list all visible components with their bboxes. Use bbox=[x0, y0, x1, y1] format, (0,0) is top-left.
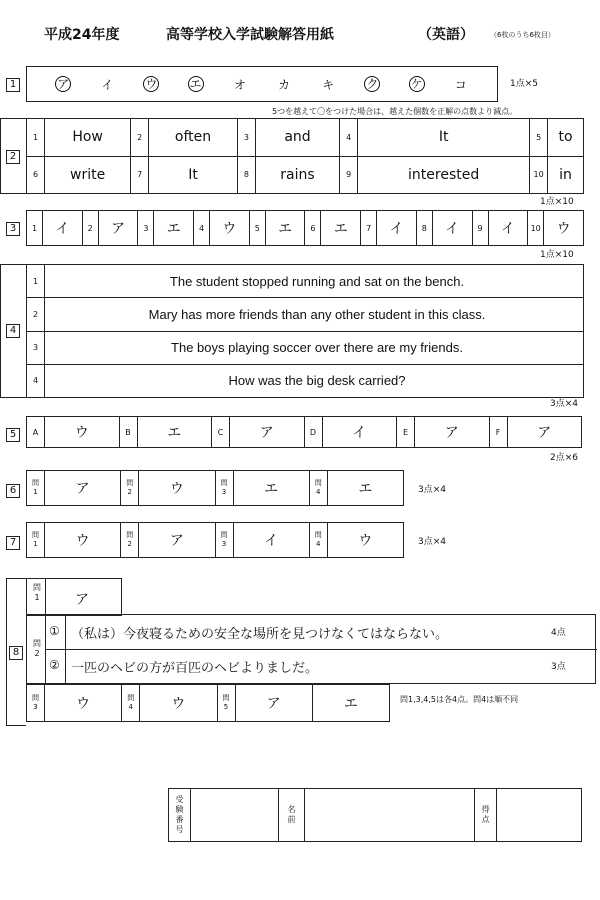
section-3-answer[interactable]: ウ bbox=[210, 211, 250, 246]
q-num: 3 bbox=[221, 540, 227, 548]
section-8-item-number bbox=[122, 685, 140, 722]
score-field[interactable] bbox=[497, 789, 582, 842]
section-3-label: 3 bbox=[6, 222, 20, 236]
q-num: 3 bbox=[221, 488, 227, 496]
section-1-choice[interactable]: コ bbox=[454, 77, 467, 92]
section-3-item-number: 9 bbox=[472, 211, 488, 246]
section-7-table bbox=[26, 522, 404, 558]
section-8-item-number bbox=[217, 685, 235, 722]
section-4-row bbox=[27, 331, 584, 364]
section-1-box bbox=[26, 66, 498, 102]
section-5-item-number: D bbox=[304, 417, 322, 448]
section-1-choice[interactable]: エ bbox=[189, 77, 202, 91]
section-5-answer[interactable]: エ bbox=[137, 417, 212, 448]
section-1-choice[interactable]: イ bbox=[101, 77, 114, 92]
header-year: 平成24年度 bbox=[44, 27, 120, 43]
section-2-item-number: 5 bbox=[530, 119, 548, 157]
section-2-item-number: 3 bbox=[237, 119, 255, 157]
section-7-item-number bbox=[27, 523, 45, 558]
section-8-q2-2-answer: 一匹のヘビの方が百匹のヘビよりましだ。 bbox=[71, 661, 319, 676]
section-2-item-number: 4 bbox=[340, 119, 358, 157]
section-2-table bbox=[26, 118, 584, 194]
section-6-answer[interactable]: エ bbox=[233, 471, 309, 506]
section-5-points: 2点×6 bbox=[550, 453, 578, 463]
q-num: 1 bbox=[33, 488, 38, 496]
section-2-row bbox=[27, 119, 584, 157]
section-1-choice[interactable]: カ bbox=[278, 77, 291, 92]
section-3-item-number: 10 bbox=[528, 211, 544, 246]
section-2-answer[interactable]: How bbox=[45, 119, 131, 157]
section-5-row bbox=[27, 417, 582, 448]
section-2-answer[interactable]: interested bbox=[358, 156, 530, 194]
section-3-item-number: 5 bbox=[249, 211, 265, 246]
q-mark: 問 bbox=[220, 531, 228, 539]
divider bbox=[45, 579, 46, 615]
exam-number-field[interactable] bbox=[191, 789, 279, 842]
header-page-info: （6枚のうち6枚目） bbox=[490, 31, 555, 39]
section-8-answer[interactable]: エ bbox=[312, 685, 389, 722]
section-8-label: 8 bbox=[9, 646, 23, 660]
section-8-item-number bbox=[27, 685, 45, 722]
section-4-answer[interactable]: Mary has more friends than any other student in this class. bbox=[45, 298, 584, 331]
q-mark: 問 bbox=[126, 479, 134, 487]
q-mark: 問 bbox=[222, 694, 230, 702]
section-5-label: 5 bbox=[6, 428, 20, 442]
q-mark: 問 bbox=[32, 694, 39, 702]
section-3-answer[interactable]: エ bbox=[154, 211, 194, 246]
section-4-item-number: 4 bbox=[27, 364, 45, 397]
section-1-choice[interactable]: キ bbox=[322, 77, 335, 92]
section-8-answer[interactable]: ウ bbox=[45, 685, 122, 722]
section-1-choices bbox=[27, 67, 497, 101]
section-8-rest-table bbox=[26, 684, 390, 722]
section-8-answer[interactable]: ア bbox=[235, 685, 312, 722]
section-2-item-number: 10 bbox=[530, 156, 548, 194]
section-3-answer[interactable]: イ bbox=[43, 211, 83, 246]
section-2-item-number: 7 bbox=[131, 156, 149, 194]
section-5-answer[interactable]: ア bbox=[415, 417, 490, 448]
section-6-points: 3点×4 bbox=[418, 485, 446, 495]
section-3-answer[interactable]: イ bbox=[488, 211, 528, 246]
section-8-q2-1-mark: ① bbox=[49, 624, 60, 638]
footer-table bbox=[168, 788, 582, 842]
section-4-item-number: 3 bbox=[27, 331, 45, 364]
section-3-answer[interactable]: イ bbox=[377, 211, 417, 246]
section-2-row bbox=[27, 156, 584, 194]
header-subject: （英語） bbox=[418, 27, 474, 43]
section-3-answer[interactable]: エ bbox=[265, 211, 305, 246]
section-2-outer bbox=[0, 118, 26, 194]
q-mark: 問 bbox=[33, 583, 41, 592]
q-mark: 問 bbox=[220, 479, 228, 487]
section-5-answer[interactable]: ア bbox=[507, 417, 582, 448]
section-7-row bbox=[27, 523, 404, 558]
name-label bbox=[279, 789, 305, 842]
section-7-item-number bbox=[121, 523, 139, 558]
section-8-q2-number bbox=[29, 639, 45, 659]
q-num: 4 bbox=[316, 488, 321, 496]
q-mark: 問 bbox=[32, 531, 39, 539]
section-8-row bbox=[27, 685, 390, 722]
section-1-choice[interactable]: ア bbox=[57, 77, 70, 91]
section-8-q2-1-points: 4点 bbox=[551, 628, 566, 638]
section-5-table bbox=[26, 416, 582, 448]
section-8-q2-box bbox=[26, 614, 596, 684]
section-5-item-number: B bbox=[119, 417, 137, 448]
section-5-answer[interactable]: イ bbox=[322, 417, 397, 448]
section-1-choice[interactable]: オ bbox=[233, 77, 246, 92]
section-5-answer[interactable]: ア bbox=[230, 417, 305, 448]
section-2-item-number: 6 bbox=[27, 156, 45, 194]
section-4-points: 3点×4 bbox=[550, 399, 578, 409]
section-3-table bbox=[26, 210, 584, 246]
section-7-answer[interactable]: ウ bbox=[45, 523, 121, 558]
section-6-label: 6 bbox=[6, 484, 20, 498]
section-3-item-number: 7 bbox=[361, 211, 377, 246]
q-num: 2 bbox=[127, 540, 132, 548]
section-6-answer[interactable]: ア bbox=[45, 471, 121, 506]
q-num: 2 bbox=[34, 649, 40, 658]
section-7-answer[interactable]: ア bbox=[139, 523, 215, 558]
exam-number-label bbox=[169, 789, 191, 842]
section-3-item-number: 4 bbox=[194, 211, 210, 246]
section-2-answer[interactable]: rains bbox=[255, 156, 339, 194]
section-3-answer[interactable]: ウ bbox=[544, 211, 584, 246]
section-5-item-number: C bbox=[212, 417, 230, 448]
score-text: 得 点 bbox=[481, 805, 490, 824]
section-6-item-number bbox=[27, 471, 45, 506]
section-7-points: 3点×4 bbox=[418, 537, 446, 547]
q-mark: 問 bbox=[126, 531, 134, 539]
section-8-points: 問1,3,4,5は各4点。問4は順不同 bbox=[400, 695, 519, 704]
q-num: 1 bbox=[33, 540, 38, 548]
section-2-item-number: 9 bbox=[340, 156, 358, 194]
section-3-answer[interactable]: イ bbox=[432, 211, 472, 246]
section-1-note: 5つを越えて〇をつけた場合は、越えた個数を正解の点数より減点。 bbox=[272, 107, 518, 116]
q-mark: 問 bbox=[33, 639, 41, 648]
q-num: 5 bbox=[223, 703, 229, 711]
q-mark: 問 bbox=[314, 479, 322, 487]
q-num: 3 bbox=[33, 703, 38, 711]
section-2-item-number: 1 bbox=[27, 119, 45, 157]
section-8-q1-box bbox=[26, 578, 122, 616]
q-num: 1 bbox=[34, 593, 40, 602]
section-2-points: 1点×10 bbox=[540, 197, 574, 207]
section-8-q1-answer: ア bbox=[75, 592, 89, 608]
q-num: 2 bbox=[127, 488, 132, 496]
section-2-answer[interactable]: in bbox=[548, 156, 584, 194]
section-1-choice[interactable]: ケ bbox=[410, 77, 423, 91]
section-3-answer[interactable]: ア bbox=[98, 211, 138, 246]
section-6-item-number bbox=[215, 471, 233, 506]
section-2-answer[interactable]: often bbox=[149, 119, 238, 157]
q-num: 4 bbox=[316, 540, 321, 548]
section-5-item-number: E bbox=[397, 417, 415, 448]
section-6-answer[interactable]: エ bbox=[327, 471, 403, 506]
section-2-answer[interactable]: and bbox=[255, 119, 339, 157]
section-5-answer[interactable]: ウ bbox=[45, 417, 120, 448]
score-label bbox=[475, 789, 497, 842]
section-1-points: 1点×5 bbox=[510, 79, 538, 89]
section-1-label: 1 bbox=[6, 78, 20, 92]
section-2-answer[interactable]: It bbox=[149, 156, 238, 194]
section-7-item-number bbox=[309, 523, 327, 558]
section-3-item-number: 1 bbox=[27, 211, 43, 246]
section-7-item-number bbox=[215, 523, 233, 558]
section-1-choice[interactable]: ウ bbox=[145, 77, 158, 91]
q-mark: 問 bbox=[32, 479, 39, 487]
section-2-item-number: 8 bbox=[237, 156, 255, 194]
section-6-item-number bbox=[309, 471, 327, 506]
section-4-item-number: 2 bbox=[27, 298, 45, 331]
section-4-answer[interactable]: The boys playing soccer over there are my friends. bbox=[45, 331, 584, 364]
exam-number-text: 受 験 番 号 bbox=[175, 795, 184, 834]
section-5-item-number: F bbox=[489, 417, 507, 448]
section-3-points: 1点×10 bbox=[540, 250, 574, 260]
section-3-item-number: 3 bbox=[138, 211, 154, 246]
section-2-item-number: 2 bbox=[131, 119, 149, 157]
section-8-q2-1-answer: （私は）今夜寝るための安全な場所を見つけなくてはならない。 bbox=[71, 627, 449, 642]
section-7-answer[interactable]: ウ bbox=[327, 523, 403, 558]
section-8-q2-2-points: 3点 bbox=[551, 662, 566, 672]
section-2-answer[interactable]: to bbox=[548, 119, 584, 157]
header-title: 高等学校入学試験解答用紙 bbox=[166, 27, 334, 43]
section-6-answer[interactable]: ウ bbox=[139, 471, 215, 506]
section-8-q1-number bbox=[29, 583, 45, 603]
section-4-answer[interactable]: How was the big desk carried? bbox=[45, 364, 584, 397]
divider bbox=[45, 649, 597, 650]
section-1-choice[interactable]: ク bbox=[366, 77, 379, 91]
name-text: 名 前 bbox=[287, 805, 296, 824]
section-7-label: 7 bbox=[6, 536, 20, 550]
section-4-label: 4 bbox=[6, 324, 20, 338]
section-4-answer[interactable]: The student stopped running and sat on the bench. bbox=[45, 265, 584, 298]
section-3-row bbox=[27, 211, 584, 246]
section-7-answer[interactable]: イ bbox=[233, 523, 309, 558]
section-2-answer[interactable]: It bbox=[358, 119, 530, 157]
section-4-table bbox=[26, 264, 584, 398]
q-num: 4 bbox=[128, 703, 133, 711]
section-4-row bbox=[27, 298, 584, 331]
section-3-item-number: 2 bbox=[82, 211, 98, 246]
q-mark: 問 bbox=[127, 694, 135, 702]
section-4-row bbox=[27, 364, 584, 397]
name-field[interactable] bbox=[305, 789, 475, 842]
q-mark: 問 bbox=[314, 531, 322, 539]
section-3-item-number: 8 bbox=[416, 211, 432, 246]
section-4-item-number: 1 bbox=[27, 265, 45, 298]
section-8-q2-2-mark: ② bbox=[49, 658, 60, 672]
section-5-item-number: A bbox=[27, 417, 45, 448]
section-6-row bbox=[27, 471, 404, 506]
section-2-label: 2 bbox=[6, 150, 20, 164]
section-2-answer[interactable]: write bbox=[45, 156, 131, 194]
section-8-answer[interactable]: ウ bbox=[140, 685, 217, 722]
section-3-answer[interactable]: エ bbox=[321, 211, 361, 246]
section-4-row bbox=[27, 265, 584, 298]
section-3-item-number: 6 bbox=[305, 211, 321, 246]
section-6-item-number bbox=[121, 471, 139, 506]
section-6-table bbox=[26, 470, 404, 506]
